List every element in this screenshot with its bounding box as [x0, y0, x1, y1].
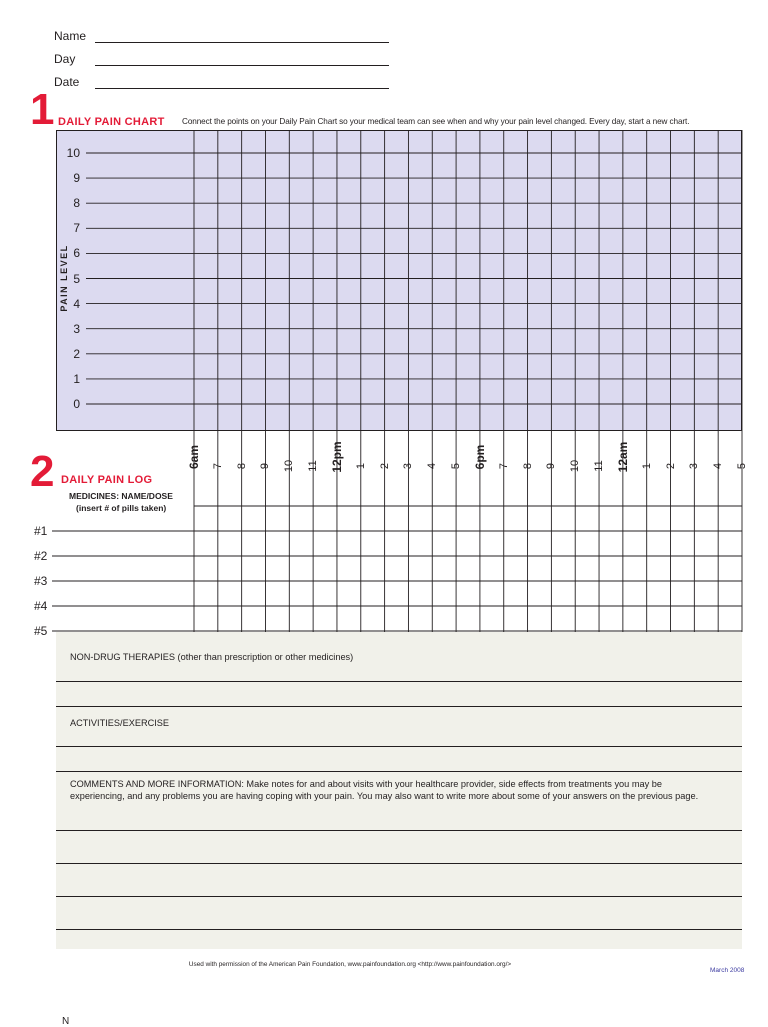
- time-label-text: 5: [736, 462, 748, 470]
- time-label-text: 11: [593, 460, 606, 472]
- time-label-text: 9: [259, 462, 272, 470]
- daily-pain-log-title: DAILY PAIN LOG: [61, 474, 153, 486]
- pain-level-label: 3: [73, 321, 80, 336]
- medicines-header: MEDICINES: NAME/DOSE: [69, 491, 173, 501]
- pain-level-label: 8: [73, 196, 80, 211]
- activities-line-1: [56, 746, 742, 747]
- pain-level-label: 4: [73, 296, 80, 311]
- comments-line-2: [56, 863, 742, 864]
- medicine-row-label: #5: [34, 624, 48, 638]
- medicine-row-label: #2: [34, 549, 48, 563]
- time-label-text: 3: [688, 462, 701, 470]
- activities-line-2: [56, 771, 742, 772]
- time-label-text: 2: [378, 462, 391, 470]
- medicine-row-label: #3: [34, 574, 48, 588]
- time-label-text: 3: [402, 462, 415, 470]
- time-label-text: 2: [664, 462, 677, 470]
- date-label: Date: [54, 75, 80, 89]
- time-label-text: 5: [450, 462, 463, 470]
- comments-line-3: [56, 896, 742, 897]
- pain-level-label: 5: [73, 271, 80, 286]
- activities-exercise-label: ACTIVITIES/EXERCISE: [70, 718, 170, 728]
- time-label-text: 11: [307, 460, 320, 472]
- time-label-text: 10: [283, 459, 296, 473]
- pain-level-label: 10: [66, 146, 80, 160]
- pain-level-axis-title: PAIN LEVEL: [59, 244, 69, 312]
- time-label-text: 6am: [187, 444, 201, 470]
- pain-level-label: 0: [73, 397, 80, 411]
- name-label: Name: [54, 29, 87, 43]
- non-drug-line-1: [56, 681, 742, 682]
- time-label-text: 7: [497, 462, 510, 470]
- time-label-text: 6pm: [472, 444, 487, 470]
- time-label-text: 8: [521, 462, 534, 470]
- time-label-text: 9: [545, 462, 558, 470]
- time-label-text: 4: [712, 462, 725, 470]
- time-label-text: 1: [640, 462, 653, 470]
- pain-level-label: 6: [73, 246, 80, 261]
- pain-level-label: 7: [73, 221, 80, 236]
- medicine-row-label: #4: [34, 599, 48, 613]
- time-label-text: 12pm: [329, 441, 344, 473]
- time-label-text: 4: [426, 462, 439, 470]
- pain-level-label: 1: [73, 371, 80, 386]
- comments-label-line-2: experiencing, and any problems you are having coping with your pain. You may also want to write more about some of your answers on the previous page.: [70, 791, 699, 801]
- day-label: Day: [54, 52, 76, 66]
- comments-line-4: [56, 929, 742, 930]
- daily-pain-chart-title: DAILY PAIN CHART: [58, 116, 165, 128]
- comments-label-line-1: COMMENTS AND MORE INFORMATION: Make notes for and about visits with your healthcare provider, side effects from treatments you may be: [70, 779, 662, 789]
- non-drug-therapies-label: NON-DRUG THERAPIES (other than prescription or other medicines): [70, 652, 354, 662]
- page-edge-text: N: [62, 1016, 70, 1027]
- medicine-row-label: #1: [34, 524, 48, 538]
- time-label-text: 7: [211, 462, 224, 470]
- time-label-text: 1: [354, 462, 367, 470]
- chart-instructions: Connect the points on your Daily Pain Chart so your medical team can see when and why your pain level changed. Every day, start a new chart.: [182, 117, 690, 126]
- permission-footer: Used with permission of the American Pain Foundation, www.painfoundation.org <http://www.painfoundation.org/>: [188, 961, 512, 968]
- date-note: March 2008: [710, 967, 745, 974]
- non-drug-line-2: [56, 706, 742, 707]
- comments-line-1: [56, 830, 742, 831]
- section-1-number: 1: [30, 85, 55, 134]
- medicines-subheader: (insert # of pills taken): [76, 503, 167, 513]
- pain-level-label: 2: [73, 346, 80, 361]
- section-2-number: 2: [30, 447, 55, 496]
- time-label-text: 12am: [615, 441, 630, 473]
- time-label-text: 10: [569, 459, 582, 473]
- time-label-text: 8: [235, 462, 248, 470]
- pain-level-label: 9: [73, 171, 80, 186]
